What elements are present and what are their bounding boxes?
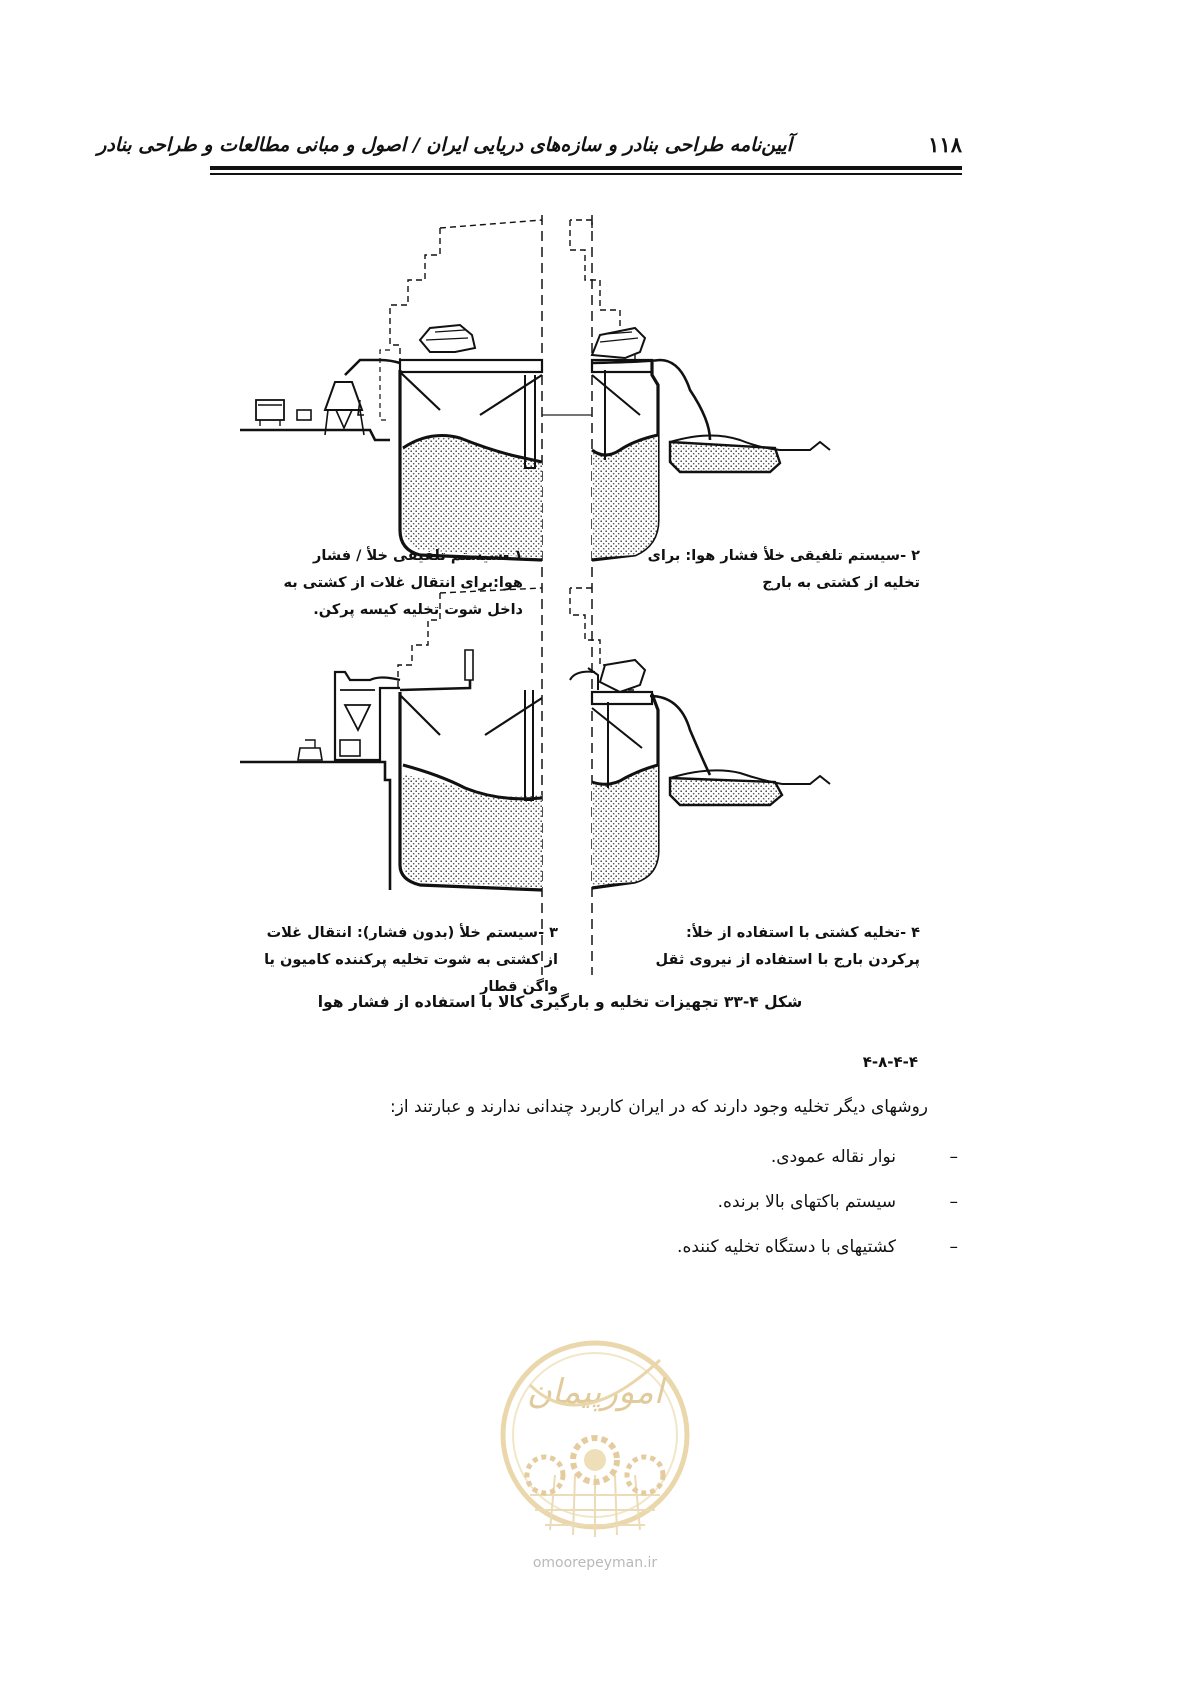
panel-2	[570, 220, 830, 560]
list-item	[677, 1180, 958, 1225]
page-number: ۱۱۸	[928, 132, 962, 157]
bullet-dash: –	[949, 1147, 958, 1167]
list-item-text: کشتیهای با دستگاه تخلیه کننده.	[677, 1237, 896, 1257]
watermark-logo	[490, 1325, 700, 1580]
panel-4	[570, 588, 830, 888]
bullet-dash: –	[949, 1192, 958, 1212]
watermark-logo-text: امورپیمان	[526, 1372, 664, 1412]
figure-caption-4: ۴ -تخلیه کشتی با استفاده از خلأ: پرکردن بارج با استفاده از نیروی ثقل	[655, 925, 920, 968]
seal-icon	[490, 1325, 700, 1555]
panel-1	[240, 220, 542, 560]
list-item-text: نوار نقاله عمودی.	[770, 1147, 896, 1167]
panel-3	[240, 588, 542, 890]
list-item	[677, 1225, 958, 1270]
watermark-url: omoorepeyman.ir	[532, 1555, 658, 1571]
section-number: ۴-۸-۴-۴	[862, 1053, 918, 1071]
list-item	[677, 1135, 958, 1180]
header-rule-thick	[210, 166, 962, 170]
page-header	[97, 130, 962, 170]
figure-title: شکل ۴-۳۳ تجهیزات تخلیه و بارگیری کالا با استفاده از فشار هوا	[317, 993, 803, 1011]
figure-caption-1: ۱ -سیستم تلفیقی خلأ / فشار هوا:برای انتقال غلات از کشتی به داخل شوت تخلیه کیسه پرکن.	[283, 548, 523, 618]
figure-caption-3: ۳ -سیستم خلأ (بدون فشار): انتقال غلات از کشتی به شوت تخلیه پرکننده کامیون یا واگن قطار	[264, 925, 558, 995]
running-title: آیین‌نامه طراحی بنادر و سازه‌های دریایی ایران / اصول و مبانی مطالعات و طراحی بنادر	[97, 134, 792, 156]
bullet-dash: –	[949, 1237, 958, 1257]
list-item-text: سیستم باکتهای بالا برنده.	[717, 1192, 896, 1212]
header-rule-thin	[210, 173, 962, 175]
figure-caption-2: ۲ -سیستم تلفیقی خلأ فشار هوا: برای تخلیه از کشتی به بارج	[647, 548, 920, 591]
section-intro-paragraph: روشهای دیگر تخلیه وجود دارند که در ایران کاربرد چندانی ندارند و عبارتند از:	[389, 1097, 928, 1117]
methods-list	[677, 1135, 958, 1270]
